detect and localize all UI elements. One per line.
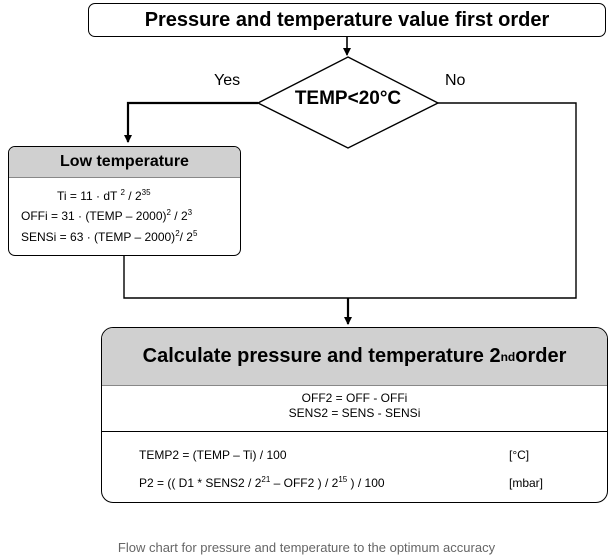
- calculate-offsets: [102, 386, 607, 421]
- temp2-formula: TEMP2 = (TEMP – Ti) / 100: [139, 448, 287, 462]
- low-temperature-heading: Low temperature: [9, 147, 240, 178]
- sens2-formula: SENS2 = SENS - SENSi: [288, 406, 421, 420]
- ti-formula: Ti = 11 · dT $^2 / 2^{35}$: [57, 188, 151, 203]
- sensi-formula: SENSi = 63 · (TEMP – 2000)$^2$/ $2^5$: [21, 229, 198, 244]
- temp2-unit: [°C]: [509, 448, 530, 462]
- calculate-heading: Calculate pressure and temperature 2 nd order: [102, 328, 607, 386]
- offi-formula: OFFi = 31 · (TEMP – $2000)^2 / 2^3$: [21, 208, 193, 223]
- p2-unit: [mbar]: [509, 476, 544, 490]
- off2-formula: OFF2 = OFF - OFFi: [301, 391, 408, 405]
- title-text: Pressure and temperature value first order: [144, 8, 550, 31]
- p2-formula: P2 = (( D1 * SENS2 / $2^{21} - OFF2$ ) / $2^{15}$ ) / 100: [139, 475, 385, 490]
- calculate-box: [101, 327, 608, 503]
- decision-text: TEMP<20°C: [294, 88, 402, 109]
- no-branch-line: [348, 103, 576, 298]
- low-to-merge-line: [124, 256, 348, 298]
- yes-label: Yes: [214, 72, 241, 89]
- title-box: [88, 3, 606, 37]
- no-label: No: [445, 72, 466, 89]
- yes-branch-line: [128, 103, 258, 142]
- low-temperature-box: [8, 146, 241, 256]
- figure-caption: Flow chart for pressure and temperature to the optimum accuracy: [117, 540, 496, 555]
- calculate-divider: [102, 431, 607, 432]
